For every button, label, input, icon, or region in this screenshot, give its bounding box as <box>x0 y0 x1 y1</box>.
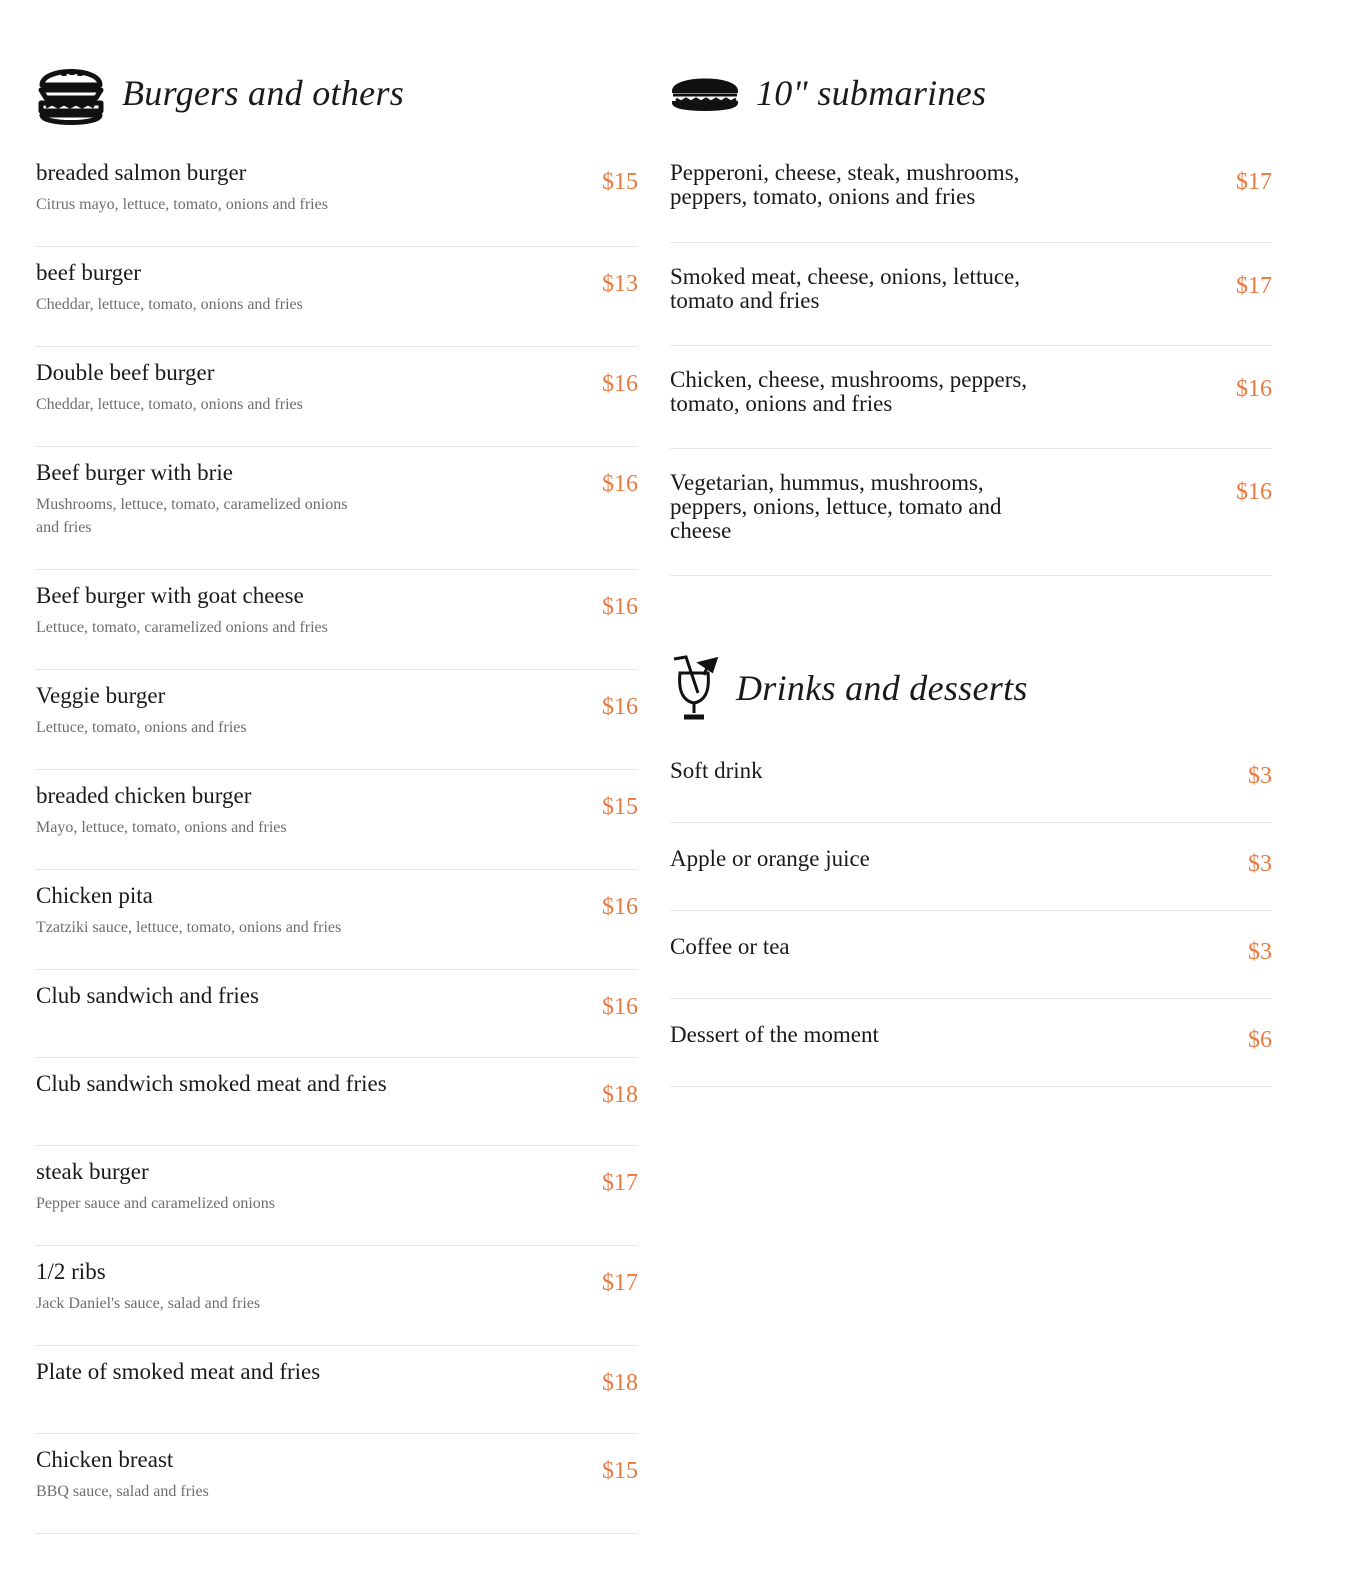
submarine-sandwich-icon <box>670 73 740 113</box>
item-description: Cheddar, lettuce, tomato, onions and fries <box>36 296 303 313</box>
item-price: $15 <box>602 794 638 820</box>
menu-item <box>670 823 1272 911</box>
item-price: $16 <box>602 894 638 920</box>
item-name: Double beef burger <box>36 360 215 385</box>
item-name: Chicken pita <box>36 883 153 908</box>
item-name: Pepperoni, cheese, steak, mushrooms, peppers, tomato, onions and fries <box>670 160 1020 209</box>
item-price: $15 <box>602 1458 638 1484</box>
menu-list <box>36 155 638 1534</box>
menu-item <box>36 970 638 1058</box>
item-price: $17 <box>1236 273 1272 299</box>
menu-item <box>670 243 1272 346</box>
item-price: $17 <box>602 1270 638 1296</box>
menu-item <box>670 735 1272 823</box>
item-description: Tzatziki sauce, lettuce, tomato, onions and fries <box>36 919 342 936</box>
item-description: Mayo, lettuce, tomato, onions and fries <box>36 819 287 836</box>
section-title: 10" submarines <box>756 72 987 113</box>
item-name: Vegetarian, hummus, mushrooms, peppers, onions, lettuce, tomato and cheese <box>670 470 1002 543</box>
menu-item <box>36 347 638 447</box>
item-price: $16 <box>602 371 638 397</box>
item-description: BBQ sauce, salad and fries <box>36 1483 209 1500</box>
menu-item <box>36 155 638 247</box>
item-price: $16 <box>602 694 638 720</box>
menu-list <box>670 735 1272 1087</box>
menu-item <box>36 670 638 770</box>
section-header <box>36 50 638 135</box>
item-price: $3 <box>1248 763 1272 789</box>
item-name: Beef burger with brie <box>36 460 233 485</box>
menu-item <box>36 1434 638 1534</box>
menu-item <box>670 449 1272 576</box>
menu-item <box>670 346 1272 449</box>
item-name: Chicken, cheese, mushrooms, peppers, tomato, onions and fries <box>670 367 1028 416</box>
item-name: steak burger <box>36 1159 149 1184</box>
item-name: Smoked meat, cheese, onions, lettuce, tomato and fries <box>670 264 1021 313</box>
item-description: Lettuce, tomato, onions and fries <box>36 719 247 736</box>
item-price: $17 <box>602 1170 638 1196</box>
burger-icon <box>36 59 106 127</box>
item-price: $16 <box>602 594 638 620</box>
item-name: 1/2 ribs <box>36 1259 106 1284</box>
menu-item <box>670 155 1272 243</box>
item-name: Veggie burger <box>36 683 166 708</box>
menu-item <box>36 1146 638 1246</box>
item-price: $6 <box>1248 1027 1272 1053</box>
menu-item <box>36 570 638 670</box>
item-name: Apple or orange juice <box>670 846 870 871</box>
section-title: Burgers and others <box>122 72 405 113</box>
section-title: Drinks and desserts <box>736 667 1028 708</box>
drinks-section <box>670 640 1272 1087</box>
menu-item <box>36 247 638 347</box>
menu-item <box>36 1346 638 1434</box>
item-name: Beef burger with goat cheese <box>36 583 304 608</box>
menu-item <box>36 1246 638 1346</box>
item-price: $16 <box>602 471 638 497</box>
item-price: $3 <box>1248 851 1272 877</box>
item-price: $16 <box>1236 479 1272 505</box>
item-description: Jack Daniel's sauce, salad and fries <box>36 1295 261 1312</box>
sirved-watermark: sirved <box>755 1320 1323 1518</box>
item-price: $15 <box>602 169 638 195</box>
item-description: Pepper sauce and caramelized onions <box>36 1195 276 1212</box>
section-header <box>670 640 1272 735</box>
item-price: $3 <box>1248 939 1272 965</box>
cocktail-icon <box>670 653 720 723</box>
item-name: breaded salmon burger <box>36 160 247 185</box>
item-description: Mushrooms, lettuce, tomato, caramelized onions and fries <box>36 496 348 536</box>
menu-item <box>36 870 638 970</box>
item-name: beef burger <box>36 260 141 285</box>
item-name: Soft drink <box>670 758 763 783</box>
item-price: $16 <box>602 994 638 1020</box>
item-price: $17 <box>1236 169 1272 195</box>
menu-item <box>36 447 638 570</box>
item-price: $13 <box>602 271 638 297</box>
item-description: Lettuce, tomato, caramelized onions and fries <box>36 619 328 636</box>
item-price: $18 <box>602 1370 638 1396</box>
menu-item <box>36 1058 638 1146</box>
section-header <box>670 50 1272 135</box>
item-name: Chicken breast <box>36 1447 174 1472</box>
item-name: Dessert of the moment <box>670 1022 879 1047</box>
item-description: Cheddar, lettuce, tomato, onions and fries <box>36 396 303 413</box>
menu-item <box>670 999 1272 1087</box>
menu-list <box>670 155 1272 576</box>
submarines-section <box>670 50 1272 576</box>
item-price: $16 <box>1236 376 1272 402</box>
item-name: Club sandwich smoked meat and fries <box>36 1071 387 1096</box>
item-name: Club sandwich and fries <box>36 983 259 1008</box>
item-name: breaded chicken burger <box>36 783 252 808</box>
item-description: Citrus mayo, lettuce, tomato, onions and fries <box>36 196 328 213</box>
menu-item <box>36 770 638 870</box>
menu-item <box>670 911 1272 999</box>
item-name: Plate of smoked meat and fries <box>36 1359 321 1384</box>
item-price: $18 <box>602 1082 638 1108</box>
item-name: Coffee or tea <box>670 934 790 959</box>
burgers-section <box>36 50 638 1534</box>
